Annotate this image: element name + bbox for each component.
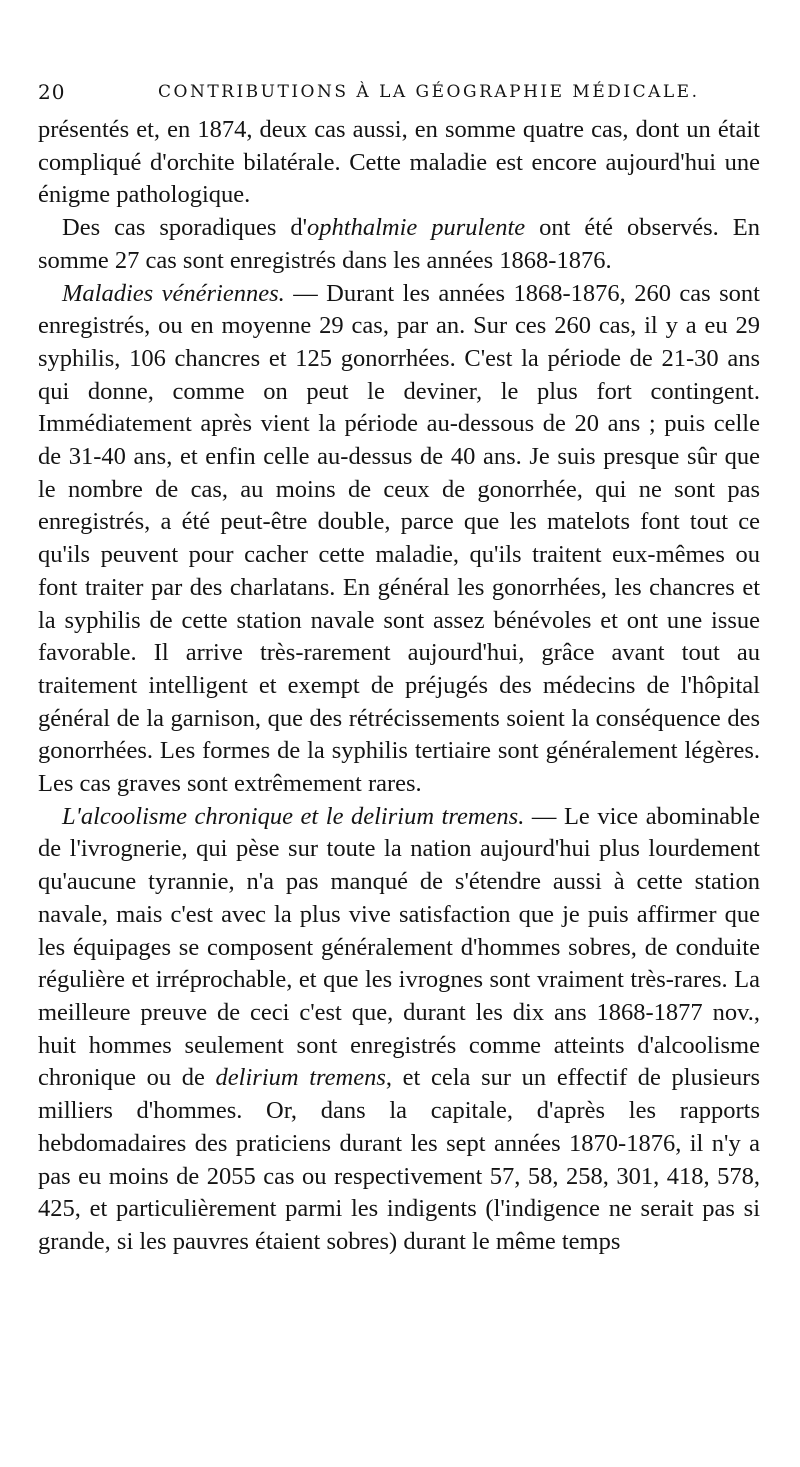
paragraph-alcoolisme-text-1: — Le vice abominable de l'ivrognerie, qui pèse sur toute la nation aujourd'hui plus lourdement qu'aucune tyrannie, n'a pas manqué de s'étendre aussi à cette station navale, mais c'est avec la plus vive satisfaction que je puis affirmer que les équipages se composent généralement d'hommes sobres, de conduite régulière et irréprochable, et que les ivrognes sont vraiment très-rares. La meilleure preuve de ceci c'est que, durant les dix ans 1868-1877 nov., huit hommes seulement sont enregistrés comme atteints d'alcoolisme chronique ou de: [38, 802, 760, 1092]
page-header: [38, 80, 772, 110]
paragraph-alcoolisme: [38, 801, 760, 1259]
body-text: [38, 114, 760, 1259]
paragraph-ophthalmie: [38, 212, 760, 277]
paragraph-maladies-veneriennes: [38, 278, 760, 801]
paragraph-maladies-veneriennes-text: — Durant les années 1868-1876, 260 cas sont enregistrés, ou en moyenne 29 cas, par an. Sur ces 260 cas, il y a eu 29 syphilis, 106 chancres et 125 gonorrhées. C'est la période de 21-30 ans qui donne, comme on peut le deviner, le plus fort contingent. Immédiatement après vient la période au-dessous de 20 ans ; puis celle de 31-40 ans, et enfin celle au-dessus de 40 ans. Je suis presque sûr que le nombre de cas, au moins de ceux de gonorrhée, qui ne sont pas enregistrés, a été peut-être double, parce que les matelots font tout ce qu'ils peuvent pour cacher cette maladie, qu'ils traitent eux-mêmes ou font traiter par des charlatans. En général les gonorrhées, les chancres et la syphilis de cette station navale sont assez bénévoles et ont une issue favorable. Il arrive très-rarement aujourd'hui, grâce avant tout au traitement intelligent et exempt de préjugés des médecins de l'hôpital général de la garnison, que des rétrécissements soient la conséquence des gonorrhées. Les formes de la syphilis tertiaire sont généralement légères. Les cas graves sont extrêmement rares.: [38, 279, 760, 798]
term-delirium-tremens: delirium tremens: [215, 1064, 386, 1092]
page-number: 20: [38, 80, 66, 104]
term-ophthalmie-purulente: ophthalmie purulente: [307, 214, 526, 242]
paragraph-alcoolisme-text-2: , et cela sur un effectif de plusieurs milliers d'hommes. Or, dans la capitale, d'après les rapports hebdomadaires des praticiens durant les sept années 1870-1876, il n'y a pas eu moins de 2055 cas ou respectivement 57, 58, 258, 301, 418, 578, 425, et particulièrement parmi les indigents (l'indigence ne serait pas si grande, si les pauvres étaient sobres) durant le même temps: [38, 1064, 760, 1255]
section-heading-alcoolisme: L'alcoolisme chronique et le delirium tremens.: [62, 802, 525, 830]
paragraph-continuation: présentés et, en 1874, deux cas aussi, en somme quatre cas, dont un était compliqué d'orchite bilatérale. Cette maladie est encore aujourd'hui une énigme pathologique.: [38, 116, 760, 209]
section-heading-maladies-veneriennes: Maladies vénériennes.: [62, 279, 285, 307]
paragraph-ophthalmie-lead: Des cas sporadiques d': [62, 214, 308, 242]
paragraph-ophthalmie-text: ont été observés. En somme 27 cas sont enregistrés dans les années 1868-1876.: [38, 214, 760, 274]
running-title: CONTRIBUTIONS À LA GÉOGRAPHIE MÉDICALE.: [158, 82, 700, 102]
